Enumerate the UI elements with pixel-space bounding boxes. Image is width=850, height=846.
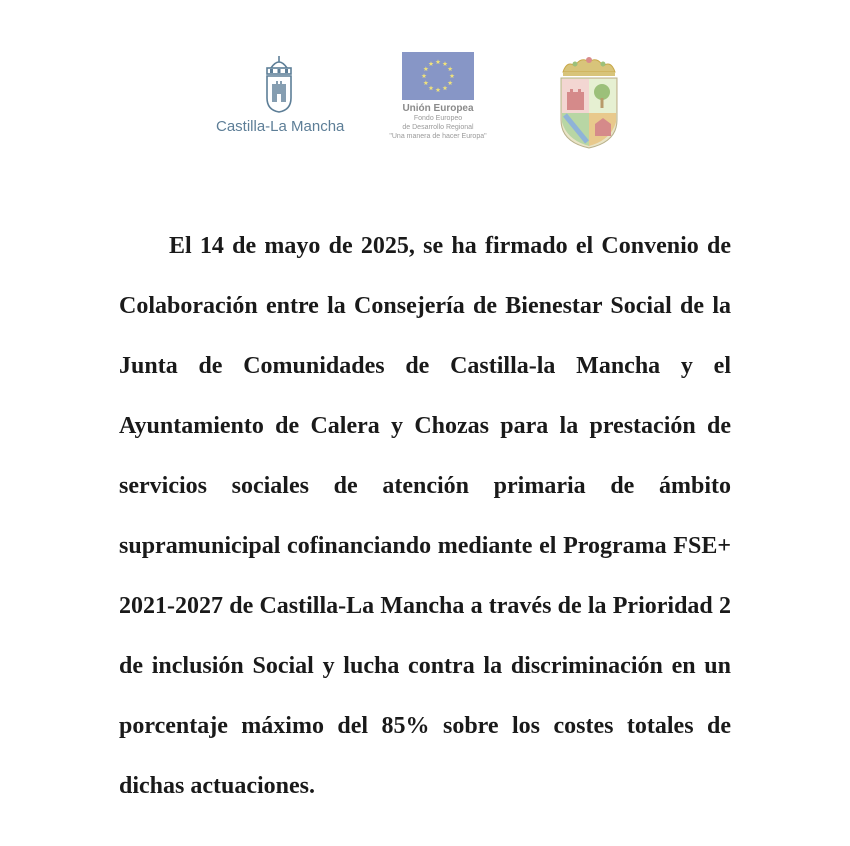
eu-flag-icon	[402, 52, 474, 100]
document-body: El 14 de mayo de 2025, se ha firmado el Convenio de Colaboración entre la Consejería de Bienestar Social de la Junta de Comunidades de Castilla-la Mancha y el Ayuntamiento de Calera y Chozas para la prestación de servicios sociales de atención primaria de ámbito supramunicipal cofinanciando mediante el Programa FSE+ 2021-2027 de Castilla-La Mancha a través de la Prioridad 2 de inclusión Social y lucha contra la discriminación en un porcentaje máximo del 85% sobre los costes totales de dichas actuaciones.	[119, 233, 731, 799]
castle-emblem-icon	[261, 54, 297, 114]
municipal-coat-of-arms	[553, 52, 625, 152]
eu-line-3: "Una manera de hacer Europa"	[389, 133, 487, 140]
eu-line-2: de Desarrollo Regional	[402, 124, 474, 131]
eu-title: Unión Europea	[402, 103, 474, 114]
castilla-la-mancha-text: Castilla-La Mancha	[216, 118, 345, 135]
castilla-la-mancha-logo	[216, 54, 345, 144]
coat-of-arms-icon	[553, 52, 625, 152]
logo-header	[0, 0, 850, 170]
eu-line-1: Fondo Europeo	[413, 115, 463, 122]
union-europea-logo	[374, 52, 502, 152]
